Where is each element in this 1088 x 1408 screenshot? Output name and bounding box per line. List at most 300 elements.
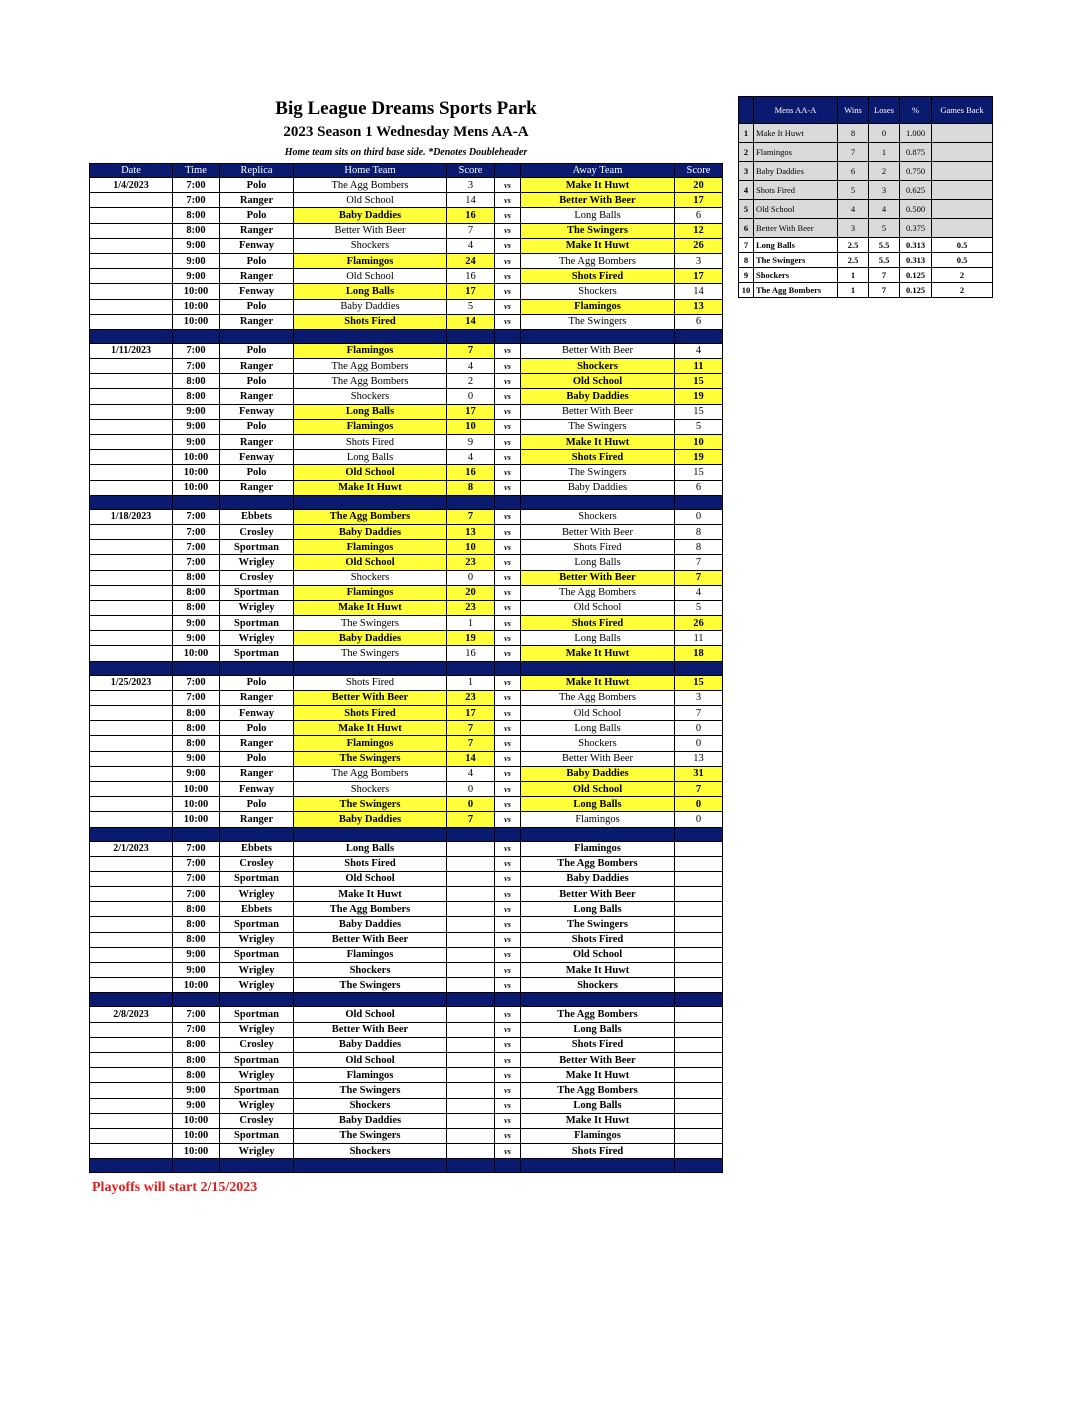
- away-score: 19: [675, 389, 723, 404]
- game-date: [90, 751, 173, 766]
- vs-label: vs: [495, 675, 521, 690]
- game-replica: Fenway: [220, 238, 294, 253]
- home-team: Shots Fired: [294, 856, 447, 871]
- game-time: 10:00: [173, 812, 220, 827]
- home-score: [447, 1083, 495, 1098]
- home-score: [447, 1068, 495, 1083]
- home-score: 2: [447, 374, 495, 389]
- game-date: [90, 1068, 173, 1083]
- home-team: Shockers: [294, 963, 447, 978]
- vs-label: vs: [495, 450, 521, 465]
- game-time: 10:00: [173, 1113, 220, 1128]
- away-score: [675, 1068, 723, 1083]
- team-pct: 0.313: [900, 253, 932, 268]
- game-row: [90, 1083, 723, 1098]
- game-replica: Ranger: [220, 812, 294, 827]
- game-time: 10:00: [173, 646, 220, 661]
- game-time: 9:00: [173, 947, 220, 962]
- game-row: [90, 1037, 723, 1052]
- separator-cell: [220, 993, 294, 1007]
- home-team: Baby Daddies: [294, 299, 447, 314]
- away-team: Better With Beer: [521, 1052, 675, 1067]
- separator-cell: [90, 993, 173, 1007]
- home-team: Flamingos: [294, 419, 447, 434]
- game-replica: Crosley: [220, 1113, 294, 1128]
- away-team: Shots Fired: [521, 616, 675, 631]
- game-replica: Polo: [220, 343, 294, 358]
- home-team: Old School: [294, 465, 447, 480]
- away-team: Make It Huwt: [521, 435, 675, 450]
- home-score: 3: [447, 178, 495, 193]
- away-score: 20: [675, 178, 723, 193]
- team-loses: 5.5: [869, 253, 900, 268]
- vs-label: vs: [495, 238, 521, 253]
- game-time: 8:00: [173, 223, 220, 238]
- home-score: [447, 1037, 495, 1052]
- vs-label: vs: [495, 781, 521, 796]
- game-replica: Sportman: [220, 947, 294, 962]
- away-team: Shockers: [521, 284, 675, 299]
- away-team: The Agg Bombers: [521, 1083, 675, 1098]
- game-row: [90, 1068, 723, 1083]
- away-team: Shots Fired: [521, 932, 675, 947]
- game-time: 8:00: [173, 1052, 220, 1067]
- game-replica: Crosley: [220, 570, 294, 585]
- home-score: 16: [447, 269, 495, 284]
- away-score: [675, 856, 723, 871]
- away-score: [675, 1037, 723, 1052]
- team-name: Long Balls: [754, 238, 838, 253]
- game-time: 9:00: [173, 1098, 220, 1113]
- game-time: 8:00: [173, 736, 220, 751]
- week-separator: [90, 827, 723, 841]
- game-date: [90, 480, 173, 495]
- away-team: Flamingos: [521, 841, 675, 856]
- game-replica: Polo: [220, 675, 294, 690]
- home-score: [447, 963, 495, 978]
- home-score: 7: [447, 509, 495, 524]
- vs-label: vs: [495, 253, 521, 268]
- away-team: The Agg Bombers: [521, 856, 675, 871]
- separator-cell: [90, 827, 173, 841]
- home-team: Better With Beer: [294, 1022, 447, 1037]
- team-loses: 2: [869, 162, 900, 181]
- home-score: 23: [447, 690, 495, 705]
- game-date: [90, 963, 173, 978]
- home-score: [447, 871, 495, 886]
- game-time: 9:00: [173, 751, 220, 766]
- away-team: Shots Fired: [521, 269, 675, 284]
- game-replica: Polo: [220, 721, 294, 736]
- away-team: Old School: [521, 374, 675, 389]
- vs-label: vs: [495, 736, 521, 751]
- game-date: [90, 238, 173, 253]
- standings-row: [739, 238, 993, 253]
- team-games-back: [932, 219, 993, 238]
- game-replica: Polo: [220, 751, 294, 766]
- away-team: The Agg Bombers: [521, 1007, 675, 1022]
- game-replica: Polo: [220, 299, 294, 314]
- vs-label: vs: [495, 978, 521, 993]
- away-score: 6: [675, 314, 723, 329]
- game-date: [90, 1144, 173, 1159]
- away-team: Shots Fired: [521, 540, 675, 555]
- game-date: [90, 1022, 173, 1037]
- home-team: Baby Daddies: [294, 1113, 447, 1128]
- away-team: The Agg Bombers: [521, 585, 675, 600]
- game-replica: Polo: [220, 374, 294, 389]
- away-team: Shockers: [521, 978, 675, 993]
- vs-label: vs: [495, 1052, 521, 1067]
- game-replica: Sportman: [220, 871, 294, 886]
- team-loses: 3: [869, 181, 900, 200]
- team-wins: 5: [838, 181, 869, 200]
- game-replica: Wrigley: [220, 1022, 294, 1037]
- game-time: 9:00: [173, 631, 220, 646]
- game-time: 7:00: [173, 509, 220, 524]
- home-team: Baby Daddies: [294, 1037, 447, 1052]
- standings-row: [739, 162, 993, 181]
- game-time: 10:00: [173, 450, 220, 465]
- home-team: Flamingos: [294, 947, 447, 962]
- separator-cell: [294, 1159, 447, 1173]
- team-wins: 3: [838, 219, 869, 238]
- home-team: Baby Daddies: [294, 524, 447, 539]
- week-separator: [90, 661, 723, 675]
- game-row: [90, 1052, 723, 1067]
- away-team: Make It Huwt: [521, 178, 675, 193]
- away-team: Long Balls: [521, 797, 675, 812]
- separator-cell: [294, 993, 447, 1007]
- away-score: [675, 902, 723, 917]
- game-time: 8:00: [173, 585, 220, 600]
- away-score: 7: [675, 570, 723, 585]
- game-date: 1/18/2023: [90, 509, 173, 524]
- home-score: [447, 1022, 495, 1037]
- home-team: The Swingers: [294, 978, 447, 993]
- home-team: Shockers: [294, 781, 447, 796]
- home-team: Old School: [294, 1007, 447, 1022]
- team-games-back: [932, 162, 993, 181]
- game-date: [90, 314, 173, 329]
- home-score: [447, 978, 495, 993]
- vs-label: vs: [495, 465, 521, 480]
- home-team: The Swingers: [294, 751, 447, 766]
- home-score: 16: [447, 646, 495, 661]
- away-score: [675, 871, 723, 886]
- game-time: 8:00: [173, 570, 220, 585]
- away-team: Long Balls: [521, 1098, 675, 1113]
- separator-cell: [173, 661, 220, 675]
- separator-cell: [173, 993, 220, 1007]
- away-score: 3: [675, 253, 723, 268]
- separator-cell: [447, 993, 495, 1007]
- game-replica: Sportman: [220, 1052, 294, 1067]
- home-team: Shockers: [294, 570, 447, 585]
- vs-label: vs: [495, 841, 521, 856]
- game-date: [90, 299, 173, 314]
- game-time: 10:00: [173, 781, 220, 796]
- away-score: 5: [675, 419, 723, 434]
- away-team: Better With Beer: [521, 570, 675, 585]
- game-row: [90, 947, 723, 962]
- game-row: [90, 932, 723, 947]
- home-score: [447, 932, 495, 947]
- game-date: [90, 917, 173, 932]
- game-date: [90, 706, 173, 721]
- game-time: 10:00: [173, 314, 220, 329]
- game-date: [90, 871, 173, 886]
- home-score: 17: [447, 284, 495, 299]
- separator-cell: [521, 661, 675, 675]
- game-time: 8:00: [173, 932, 220, 947]
- separator-cell: [495, 329, 521, 343]
- game-replica: Sportman: [220, 1007, 294, 1022]
- game-row: [90, 751, 723, 766]
- team-rank: 2: [739, 143, 754, 162]
- game-date: [90, 932, 173, 947]
- home-team: Shockers: [294, 1098, 447, 1113]
- vs-label: vs: [495, 404, 521, 419]
- game-time: 7:00: [173, 841, 220, 856]
- schedule-column-header: Replica: [220, 164, 294, 178]
- away-score: 15: [675, 465, 723, 480]
- standings-row: [739, 143, 993, 162]
- schedule-column-header: Time: [173, 164, 220, 178]
- schedule-column-header: Date: [90, 164, 173, 178]
- home-score: 17: [447, 404, 495, 419]
- game-date: 2/1/2023: [90, 841, 173, 856]
- separator-cell: [173, 1159, 220, 1173]
- game-date: [90, 1113, 173, 1128]
- game-date: [90, 465, 173, 480]
- home-score: 1: [447, 675, 495, 690]
- game-row: [90, 480, 723, 495]
- home-team: Flamingos: [294, 1068, 447, 1083]
- game-row: [90, 435, 723, 450]
- team-rank: 10: [739, 283, 754, 298]
- standings-column-header: [739, 97, 754, 124]
- game-date: 2/8/2023: [90, 1007, 173, 1022]
- home-score: 14: [447, 751, 495, 766]
- standings-row: [739, 124, 993, 143]
- away-score: 13: [675, 751, 723, 766]
- team-name: The Swingers: [754, 253, 838, 268]
- game-date: [90, 600, 173, 615]
- game-time: 9:00: [173, 435, 220, 450]
- home-team: Flamingos: [294, 540, 447, 555]
- away-team: Flamingos: [521, 299, 675, 314]
- away-team: Shockers: [521, 509, 675, 524]
- team-wins: 8: [838, 124, 869, 143]
- game-time: 8:00: [173, 208, 220, 223]
- game-time: 9:00: [173, 963, 220, 978]
- game-row: [90, 540, 723, 555]
- standings-row: [739, 181, 993, 200]
- home-score: 0: [447, 570, 495, 585]
- vs-label: vs: [495, 1022, 521, 1037]
- away-score: 0: [675, 812, 723, 827]
- game-time: 9:00: [173, 419, 220, 434]
- game-row: [90, 389, 723, 404]
- vs-label: vs: [495, 299, 521, 314]
- vs-label: vs: [495, 646, 521, 661]
- away-score: [675, 841, 723, 856]
- game-replica: Sportman: [220, 616, 294, 631]
- away-score: 5: [675, 600, 723, 615]
- away-team: Shots Fired: [521, 1037, 675, 1052]
- vs-label: vs: [495, 1113, 521, 1128]
- home-team: The Agg Bombers: [294, 902, 447, 917]
- vs-label: vs: [495, 570, 521, 585]
- home-team: Flamingos: [294, 585, 447, 600]
- away-score: 8: [675, 540, 723, 555]
- home-team: Baby Daddies: [294, 917, 447, 932]
- game-date: [90, 540, 173, 555]
- home-team: Long Balls: [294, 841, 447, 856]
- away-score: 7: [675, 555, 723, 570]
- team-loses: 5: [869, 219, 900, 238]
- away-team: Better With Beer: [521, 524, 675, 539]
- game-time: 9:00: [173, 238, 220, 253]
- game-row: [90, 343, 723, 358]
- team-loses: 4: [869, 200, 900, 219]
- game-date: [90, 812, 173, 827]
- game-date: [90, 1083, 173, 1098]
- team-name: Shockers: [754, 268, 838, 283]
- away-score: [675, 978, 723, 993]
- game-date: [90, 631, 173, 646]
- home-score: 0: [447, 389, 495, 404]
- vs-label: vs: [495, 766, 521, 781]
- game-time: 8:00: [173, 374, 220, 389]
- game-row: [90, 450, 723, 465]
- game-date: [90, 435, 173, 450]
- vs-label: vs: [495, 359, 521, 374]
- home-score: 4: [447, 450, 495, 465]
- away-team: Old School: [521, 781, 675, 796]
- schedule-table: [89, 163, 723, 1173]
- team-pct: 0.875: [900, 143, 932, 162]
- away-score: 8: [675, 524, 723, 539]
- away-team: Shockers: [521, 359, 675, 374]
- away-team: Long Balls: [521, 555, 675, 570]
- game-time: 7:00: [173, 690, 220, 705]
- away-score: 19: [675, 450, 723, 465]
- schedule-column-header: Score: [447, 164, 495, 178]
- game-row: [90, 419, 723, 434]
- home-team: Long Balls: [294, 404, 447, 419]
- separator-cell: [675, 495, 723, 509]
- game-date: [90, 616, 173, 631]
- game-date: [90, 736, 173, 751]
- away-team: The Swingers: [521, 465, 675, 480]
- game-row: [90, 585, 723, 600]
- team-rank: 9: [739, 268, 754, 283]
- game-time: 8:00: [173, 721, 220, 736]
- away-score: 7: [675, 781, 723, 796]
- team-rank: 6: [739, 219, 754, 238]
- vs-label: vs: [495, 555, 521, 570]
- home-team: Shockers: [294, 1144, 447, 1159]
- game-row: [90, 963, 723, 978]
- home-team: The Agg Bombers: [294, 766, 447, 781]
- away-team: Flamingos: [521, 812, 675, 827]
- vs-label: vs: [495, 284, 521, 299]
- home-score: 7: [447, 736, 495, 751]
- away-team: The Swingers: [521, 314, 675, 329]
- game-time: 10:00: [173, 1144, 220, 1159]
- game-date: [90, 856, 173, 871]
- team-name: Make It Huwt: [754, 124, 838, 143]
- vs-label: vs: [495, 721, 521, 736]
- game-replica: Wrigley: [220, 1068, 294, 1083]
- home-score: [447, 887, 495, 902]
- page-subtitle: 2023 Season 1 Wednesday Mens AA-A: [283, 124, 529, 140]
- home-score: [447, 902, 495, 917]
- game-date: 1/4/2023: [90, 178, 173, 193]
- home-score: [447, 1098, 495, 1113]
- game-row: [90, 917, 723, 932]
- team-pct: 0.313: [900, 238, 932, 253]
- separator-cell: [495, 1159, 521, 1173]
- separator-cell: [675, 329, 723, 343]
- standings-column-header: Wins: [838, 97, 869, 124]
- team-games-back: 0.5: [932, 238, 993, 253]
- team-pct: 0.375: [900, 219, 932, 238]
- vs-label: vs: [495, 631, 521, 646]
- away-team: Long Balls: [521, 721, 675, 736]
- game-replica: Ranger: [220, 435, 294, 450]
- home-score: 16: [447, 465, 495, 480]
- game-date: [90, 766, 173, 781]
- vs-label: vs: [495, 480, 521, 495]
- vs-label: vs: [495, 223, 521, 238]
- separator-cell: [447, 661, 495, 675]
- vs-label: vs: [495, 314, 521, 329]
- schedule-column-header: [495, 164, 521, 178]
- away-team: Shots Fired: [521, 450, 675, 465]
- team-pct: 0.125: [900, 268, 932, 283]
- away-team: Better With Beer: [521, 751, 675, 766]
- separator-cell: [521, 1159, 675, 1173]
- game-replica: Polo: [220, 253, 294, 268]
- game-row: [90, 721, 723, 736]
- game-replica: Crosley: [220, 524, 294, 539]
- vs-label: vs: [495, 389, 521, 404]
- game-row: [90, 887, 723, 902]
- away-team: Better With Beer: [521, 343, 675, 358]
- home-score: 24: [447, 253, 495, 268]
- game-row: [90, 1007, 723, 1022]
- home-score: [447, 1007, 495, 1022]
- separator-cell: [495, 827, 521, 841]
- game-row: [90, 902, 723, 917]
- team-wins: 7: [838, 143, 869, 162]
- game-time: 10:00: [173, 480, 220, 495]
- game-replica: Crosley: [220, 856, 294, 871]
- home-team: Old School: [294, 193, 447, 208]
- separator-cell: [90, 495, 173, 509]
- game-replica: Wrigley: [220, 963, 294, 978]
- away-team: Baby Daddies: [521, 480, 675, 495]
- away-score: 15: [675, 675, 723, 690]
- away-team: Make It Huwt: [521, 675, 675, 690]
- schedule-column-header: Score: [675, 164, 723, 178]
- vs-label: vs: [495, 1083, 521, 1098]
- game-date: [90, 419, 173, 434]
- vs-label: vs: [495, 1007, 521, 1022]
